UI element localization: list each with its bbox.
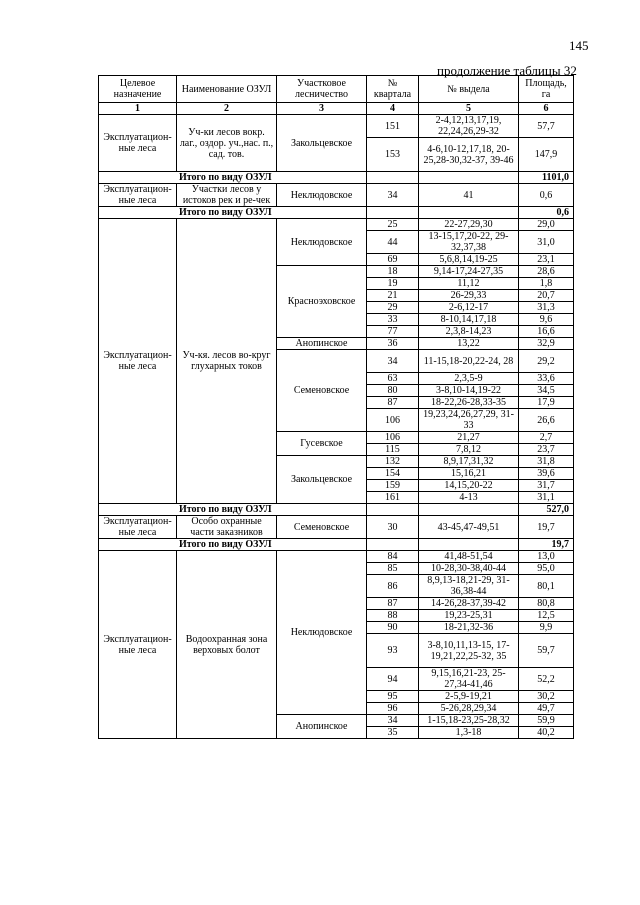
area-cell: 13,0 [519,551,574,563]
quarter-cell: 25 [367,219,419,231]
column-header: Участковое лесничество [277,76,367,103]
vydel-cell: 43-45,47-49,51 [419,516,519,539]
vydel-cell: 41 [419,184,519,207]
forestry-cell: Закольцевское [277,456,367,504]
area-cell: 95,0 [519,563,574,575]
vydel-cell: 13-15,17,20-22, 29-32,37,38 [419,231,519,254]
area-cell: 59,7 [519,634,574,668]
vydel-cell: 7,8,12 [419,444,519,456]
quarter-cell: 86 [367,575,419,598]
empty-cell [367,504,419,516]
area-cell: 31,1 [519,492,574,504]
area-cell: 12,5 [519,610,574,622]
quarter-cell: 63 [367,373,419,385]
subtotal-value: 1101,0 [519,172,574,184]
quarter-cell: 90 [367,622,419,634]
area-cell: 147,9 [519,138,574,172]
quarter-cell: 151 [367,115,419,138]
forestry-cell: Неклюдовское [277,184,367,207]
area-cell: 16,6 [519,326,574,338]
vydel-cell: 11,12 [419,278,519,290]
quarter-cell: 77 [367,326,419,338]
column-number: 1 [99,103,177,115]
empty-cell [367,207,419,219]
subtotal-label: Итого по виду ОЗУЛ [99,539,367,551]
vydel-cell: 14-26,28-37,39-42 [419,598,519,610]
forestry-cell: Анопинское [277,338,367,350]
quarter-cell: 132 [367,456,419,468]
empty-cell [419,207,519,219]
area-cell: 40,2 [519,727,574,739]
area-cell: 32,9 [519,338,574,350]
quarter-cell: 87 [367,598,419,610]
quarter-cell: 21 [367,290,419,302]
area-cell: 20,7 [519,290,574,302]
vydel-cell: 18-21,32-36 [419,622,519,634]
vydel-cell: 5,6,8,14,19-25 [419,254,519,266]
forestry-cell: Красноэховское [277,266,367,338]
quarter-cell: 84 [367,551,419,563]
empty-cell [419,539,519,551]
subtotal-label: Итого по виду ОЗУЛ [99,172,367,184]
vydel-cell: 21,27 [419,432,519,444]
quarter-cell: 153 [367,138,419,172]
quarter-cell: 69 [367,254,419,266]
vydel-cell: 19,23-25,31 [419,610,519,622]
forestry-cell: Семеновское [277,350,367,432]
subtotal-row [99,539,574,551]
ozul-name-cell: Участки лесов у истоков рек и ре-чек [177,184,277,207]
column-header: Целевое назначение [99,76,177,103]
table-row [99,516,574,539]
quarter-cell: 95 [367,691,419,703]
area-cell: 29,0 [519,219,574,231]
area-cell: 31,3 [519,302,574,314]
purpose-cell: Эксплуатацион-ные леса [99,184,177,207]
purpose-cell: Эксплуатацион-ные леса [99,219,177,504]
page-number: 145 [569,38,589,53]
vydel-cell: 11-15,18-20,22-24, 28 [419,350,519,373]
column-header: Площадь, га [519,76,574,103]
quarter-cell: 80 [367,385,419,397]
vydel-cell: 5-26,28,29,34 [419,703,519,715]
vydel-cell: 2,3,8-14,23 [419,326,519,338]
empty-cell [419,504,519,516]
vydel-cell: 9,15,16,21-23, 25-27,34-41,46 [419,668,519,691]
purpose-cell: Эксплуатацион-ные леса [99,516,177,539]
vydel-cell: 8-10,14,17,18 [419,314,519,326]
quarter-cell: 96 [367,703,419,715]
column-number-row [99,103,574,115]
area-cell: 0,6 [519,184,574,207]
ozul-name-cell: Особо охранные части заказников [177,516,277,539]
quarter-cell: 159 [367,480,419,492]
column-number: 4 [367,103,419,115]
table-row [99,551,574,563]
vydel-cell: 15,16,21 [419,468,519,480]
quarter-cell: 106 [367,409,419,432]
area-cell: 1,8 [519,278,574,290]
purpose-cell: Эксплуатацион-ные леса [99,551,177,739]
quarter-cell: 161 [367,492,419,504]
forestry-cell: Анопинское [277,715,367,739]
area-cell: 59,9 [519,715,574,727]
ozul-name-cell: Водоохранная зона верховых болот [177,551,277,739]
area-cell: 23,7 [519,444,574,456]
quarter-cell: 18 [367,266,419,278]
area-cell: 29,2 [519,350,574,373]
column-header: Наименование ОЗУЛ [177,76,277,103]
subtotal-value: 527,0 [519,504,574,516]
vydel-cell: 13,22 [419,338,519,350]
quarter-cell: 106 [367,432,419,444]
quarter-cell: 30 [367,516,419,539]
forestry-cell: Неклюдовское [277,219,367,266]
quarter-cell: 44 [367,231,419,254]
subtotal-row [99,207,574,219]
area-cell: 33,6 [519,373,574,385]
area-cell: 2,7 [519,432,574,444]
forestry-cell: Гусевское [277,432,367,456]
table-row [99,184,574,207]
purpose-cell: Эксплуатацион-ные леса [99,115,177,172]
vydel-cell: 10-28,30-38,40-44 [419,563,519,575]
column-number: 3 [277,103,367,115]
column-header: № выдела [419,76,519,103]
forestry-cell: Семеновское [277,516,367,539]
subtotal-row [99,504,574,516]
area-cell: 31,8 [519,456,574,468]
vydel-cell: 19,23,24,26,27,29, 31-33 [419,409,519,432]
vydel-cell: 4-13 [419,492,519,504]
quarter-cell: 88 [367,610,419,622]
forest-table [98,75,574,739]
area-cell: 23,1 [519,254,574,266]
area-cell: 34,5 [519,385,574,397]
vydel-cell: 2-5,9-19,21 [419,691,519,703]
area-cell: 52,2 [519,668,574,691]
vydel-cell: 3-8,10-14,19-22 [419,385,519,397]
table-row [99,219,574,231]
area-cell: 19,7 [519,516,574,539]
empty-cell [419,172,519,184]
table-continuation-title: продолжение таблицы 32 [437,63,577,78]
header-row [99,76,574,103]
column-number: 2 [177,103,277,115]
vydel-cell: 9,14-17,24-27,35 [419,266,519,278]
vydel-cell: 1,3-18 [419,727,519,739]
area-cell: 30,2 [519,691,574,703]
subtotal-row [99,172,574,184]
quarter-cell: 34 [367,184,419,207]
column-number: 5 [419,103,519,115]
empty-cell [367,172,419,184]
vydel-cell: 18-22,26-28,33-35 [419,397,519,409]
area-cell: 9,9 [519,622,574,634]
quarter-cell: 36 [367,338,419,350]
vydel-cell: 26-29,33 [419,290,519,302]
subtotal-label: Итого по виду ОЗУЛ [99,207,367,219]
quarter-cell: 19 [367,278,419,290]
vydel-cell: 1-15,18-23,25-28,32 [419,715,519,727]
column-number: 6 [519,103,574,115]
quarter-cell: 154 [367,468,419,480]
area-cell: 26,6 [519,409,574,432]
quarter-cell: 87 [367,397,419,409]
vydel-cell: 2-6,12-17 [419,302,519,314]
quarter-cell: 94 [367,668,419,691]
quarter-cell: 34 [367,715,419,727]
vydel-cell: 2,3,5-9 [419,373,519,385]
subtotal-value: 0,6 [519,207,574,219]
area-cell: 80,1 [519,575,574,598]
quarter-cell: 115 [367,444,419,456]
area-cell: 28,6 [519,266,574,278]
quarter-cell: 34 [367,350,419,373]
vydel-cell: 41,48-51,54 [419,551,519,563]
quarter-cell: 85 [367,563,419,575]
quarter-cell: 93 [367,634,419,668]
area-cell: 31,0 [519,231,574,254]
area-cell: 49,7 [519,703,574,715]
ozul-name-cell: Уч-ки лесов вокр. лаг., оздор. уч.,нас. п., сад. тов. [177,115,277,172]
quarter-cell: 29 [367,302,419,314]
ozul-name-cell: Уч-кя. лесов во-круг глухарных токов [177,219,277,504]
subtotal-label: Итого по виду ОЗУЛ [99,504,367,516]
forestry-cell: Неклюдовское [277,551,367,715]
subtotal-value: 19,7 [519,539,574,551]
vydel-cell: 22-27,29,30 [419,219,519,231]
vydel-cell: 8,9,13-18,21-29, 31-36,38-44 [419,575,519,598]
table-row [99,115,574,138]
area-cell: 9,6 [519,314,574,326]
vydel-cell: 4-6,10-12,17,18, 20-25,28-30,32-37, 39-46 [419,138,519,172]
area-cell: 39,6 [519,468,574,480]
empty-cell [367,539,419,551]
area-cell: 17,9 [519,397,574,409]
vydel-cell: 8,9,17,31,32 [419,456,519,468]
quarter-cell: 33 [367,314,419,326]
forestry-cell: Закольцевское [277,115,367,172]
vydel-cell: 14,15,20-22 [419,480,519,492]
area-cell: 31,7 [519,480,574,492]
area-cell: 80,8 [519,598,574,610]
area-cell: 57,7 [519,115,574,138]
quarter-cell: 35 [367,727,419,739]
vydel-cell: 3-8,10,11,13-15, 17-19,21,22,25-32, 35 [419,634,519,668]
column-header: № квартала [367,76,419,103]
vydel-cell: 2-4,12,13,17,19, 22,24,26,29-32 [419,115,519,138]
